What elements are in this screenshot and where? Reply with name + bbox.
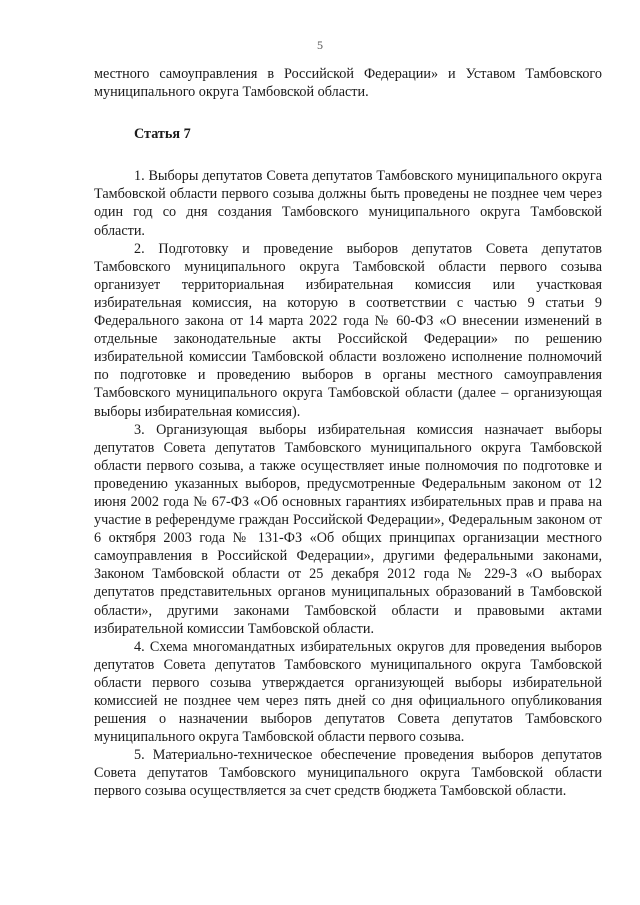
article-paragraph-1: 1. Выборы депутатов Совета депутатов Тамбовского муниципального округа Тамбовской области первого созыва должны быть проведены не позднее чем через один год со дня создания Тамбовского муниципального округа Тамбовской области.	[94, 168, 602, 239]
page-number: 5	[317, 38, 323, 52]
document-body	[94, 65, 602, 801]
article-paragraph-4: 4. Схема многомандатных избирательных округов для проведения выборов депутатов Совета депутатов Тамбовского муниципального округа Тамбовской области первого созыва утверждается организующей выборы избирательной комиссией не позднее чем через пять дней со дня официального опубликования решения о назначении выборов депутатов Совета депутатов Тамбовского муниципального округа Тамбовской области первого созыва.	[94, 638, 602, 746]
intro-paragraph: местного самоуправления в Российской Федерации» и Уставом Тамбовского муниципального округа Тамбовской области.	[94, 66, 602, 101]
article-paragraph-5: 5. Материально-техническое обеспечение проведения выборов депутатов Совета депутатов Тамбовского муниципального округа Тамбовской области первого созыва осуществляется за счет средств бюджета Тамбовской области.	[94, 747, 602, 800]
article-paragraph-3: 3. Организующая выборы избирательная комиссия назначает выборы депутатов Совета депутатов Тамбовского муниципального округа Тамбовской области первого созыва, а также осуществляет иные полномочия по подготовке и проведению указанных выборов, предусмотренные Федеральным законом от 12 июня 2002 года № 67-ФЗ «Об основных гарантиях избирательных прав и права на участие в референдуме граждан Российской Федерации», Федеральным законом от 6 октября 2003 года № 131-ФЗ «Об общих принципах организации местного самоуправления в Российской Федерации», другими федеральными законами, Законом Тамбовской области от 25 декабря 2012 года № 229-З «О выборах депутатов представительных органов муниципальных образований в Тамбовской области», другими законами Тамбовской области и правовыми актами избирательной комиссии Тамбовской области.	[94, 421, 602, 637]
article-heading: Статья 7	[134, 126, 191, 143]
article-paragraph-2: 2. Подготовку и проведение выборов депутатов Совета депутатов Тамбовского муниципального округа Тамбовской области первого созыва организует территориальная избирательная комиссия или участковая избирательная комиссия, на которую в соответствии с частью 9 статьи 9 Федерального закона от 14 марта 2022 года № 60-ФЗ «О внесении изменений в отдельные законодательные акты Российской Федерации» по решению избирательной комиссии Тамбовской области возложено исполнение полномочий по подготовке и проведению выборов в органы местного самоуправления Тамбовского муниципального округа Тамбовской области (далее – организующая выборы избирательная комиссия).	[94, 240, 602, 420]
